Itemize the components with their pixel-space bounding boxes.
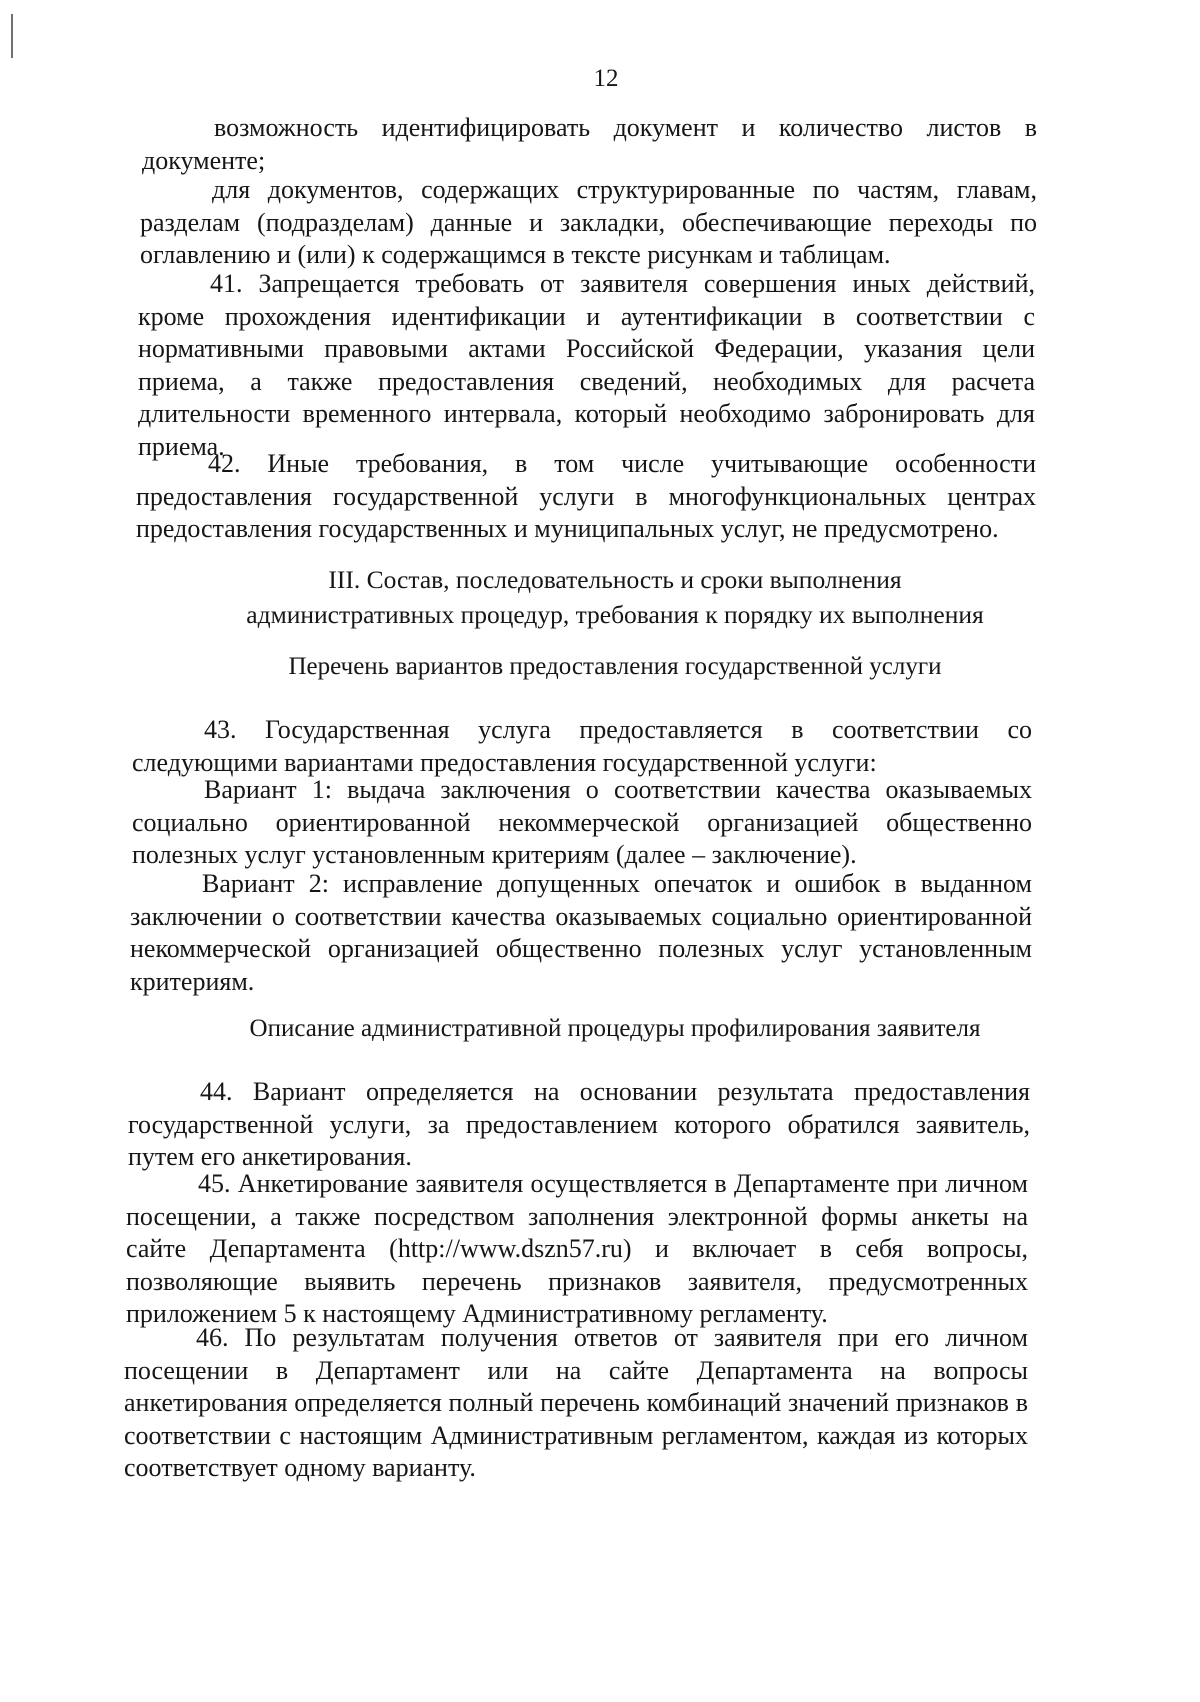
paragraph-46: 46. По результатам получения ответов от заявителя при его личном посещении в Департамент или на сайте Департамента на вопросы анкетирования определяется полный перечень комбинаций значений признаков в соответствии с настоящим Административным регламентом, каждая из которых соответствует одному варианту. xyxy=(124,1323,1028,1482)
paragraph-43: 43. Государственная услуга предоставляется в соответствии со следующими вариантами предоставления государственной услуги: xyxy=(132,715,1032,777)
section-heading-line-2: административных процедур, требования к порядку их выполнения xyxy=(246,600,984,629)
subheading-profiling: Описание административной процедуры профилирования заявителя xyxy=(249,1015,981,1042)
subheading-variants: Перечень вариантов предоставления государственной услуги xyxy=(288,653,942,680)
paragraph-45: 45. Анкетирование заявителя осуществляется в Департаменте при личном посещении, а также посредством заполнения электронной формы анкеты на сайте Департамента (http://www.dszn57.ru) и включает в себя вопросы, позволяющие выявить перечень признаков заявителя, предусмотренных приложением 5 к настоящему Административному регламенту. xyxy=(126,1169,1028,1328)
paragraph-identify-document: возможность идентифицировать документ и количество листов в документе; xyxy=(142,113,1037,175)
section-heading-line-1: III. Состав, последовательность и сроки выполнения xyxy=(328,565,902,594)
paragraph-42: 42. Иные требования, в том числе учитывающие особенности предоставления государственной услуги в многофункциональных центрах предоставления государственных и муниципальных услуг, не предусмотрено. xyxy=(136,449,1036,543)
paragraph-44: 44. Вариант определяется на основании результата предоставления государственной услуги, за предоставлением которого обратился заявитель, путем его анкетирования. xyxy=(128,1077,1030,1171)
paragraph-variant-2: Вариант 2: исправление допущенных опечаток и ошибок в выданном заключении о соответствии качества оказываемых социально ориентированной некоммерческой организацией общественно полезных услуг установленным критериям. xyxy=(130,869,1032,996)
paragraph-structured-documents: для документов, содержащих структурированные по частям, главам, разделам (подразделам) данные и закладки, обеспечивающие переходы по оглавлению и (или) к содержащимся в тексте рисункам и таблицам. xyxy=(140,175,1037,269)
paragraph-41: 41. Запрещается требовать от заявителя совершения иных действий, кроме прохождения идентификации и аутентификации в соответствии с нормативными правовыми актами Российской Федерации, указания цели приема, а также предоставления сведений, необходимых для расчета длительности временного интервала, который необходимо забронировать для приема. xyxy=(138,269,1035,461)
section-heading xyxy=(200,562,1030,632)
page-number: 12 xyxy=(593,65,619,92)
paragraph-variant-1: Вариант 1: выдача заключения о соответствии качества оказываемых социально ориентированной некоммерческой организацией общественно полезных услуг установленным критериям (далее – заключение). xyxy=(132,775,1032,869)
